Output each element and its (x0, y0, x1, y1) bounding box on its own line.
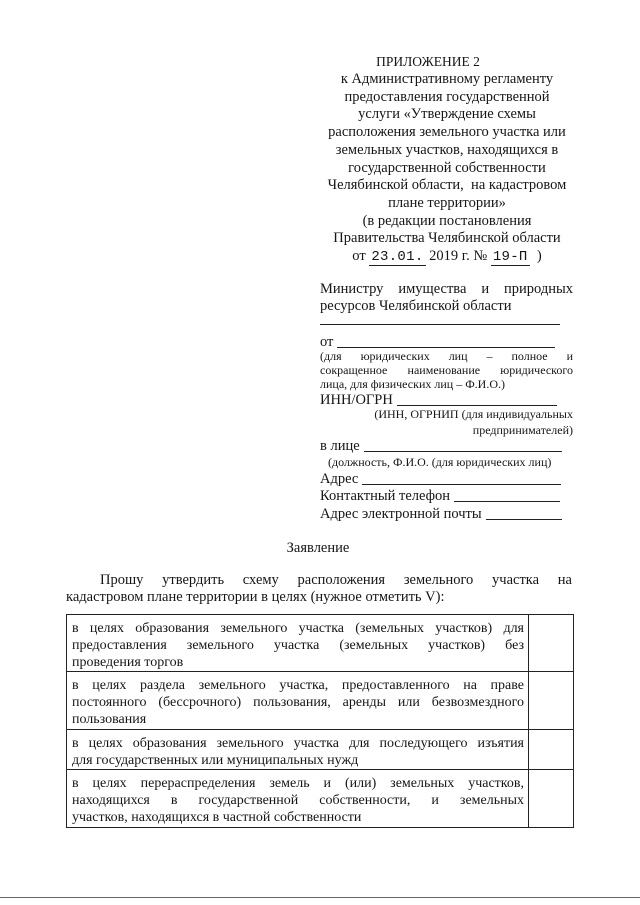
applicant-phone-field-line (454, 501, 560, 502)
statement-text-line: Прошу утвердить схему расположения земельного участка на (100, 572, 572, 588)
applicant-address-label: Адрес (320, 471, 359, 487)
purpose-row (67, 615, 574, 672)
purpose-line: постоянного (бессрочного) пользования, аренды или безвозмездного (72, 695, 524, 710)
purpose-line: находящихся в государственной собственности, и земельных (72, 793, 524, 808)
purpose-line: в целях образования земельного участка для последующего изъятия (72, 736, 524, 751)
appendix-line: Правительства Челябинской области (333, 230, 561, 247)
applicant-phone-row (320, 487, 560, 505)
purpose-text (67, 615, 529, 672)
applicant-from-hint: (для юридических лиц – полное и (320, 349, 573, 363)
purpose-line: участков, находящихся в частной собственности (72, 810, 362, 825)
applicant-email-row (320, 505, 562, 523)
purpose-line: в целях раздела земельного участка, предоставленного на праве (72, 678, 524, 693)
purpose-checkbox (529, 672, 574, 730)
statement-title: Заявление (286, 540, 350, 556)
purpose-text (67, 672, 529, 730)
scan-edge-line (0, 897, 640, 898)
purpose-text (67, 770, 529, 828)
purpose-line: в целях образования земельного участка (земельных участков) для (72, 621, 524, 636)
appendix-line: расположения земельного участка или (328, 124, 566, 141)
applicant-address-field-line (362, 484, 561, 485)
applicant-from-hint: сокращенное наименование юридического (320, 363, 573, 377)
applicant-rep-row (320, 437, 562, 455)
applicant-inn-field-line (397, 405, 557, 406)
purpose-line: для государственных или муниципальных нужд (72, 753, 359, 768)
purpose-line: в целях перераспределения земель и (или) земельных участков, (72, 776, 524, 791)
applicant-inn-hint: (ИНН, ОГРНИП (для индивидуальных (374, 407, 573, 421)
applicant-from-hint: лица, для физических лиц – Ф.И.О.) (320, 377, 506, 391)
purpose-row (67, 672, 574, 730)
appendix-line: государственной собственности (348, 159, 546, 176)
purpose-line: проведения торгов (72, 655, 184, 670)
appendix-title: ПРИЛОЖЕНИЕ 2 (376, 54, 480, 69)
applicant-from-label: от (320, 334, 334, 350)
approval-number: 19-П (492, 249, 528, 266)
applicant-email-label: Адрес электронной почты (320, 506, 482, 522)
appendix-line: Челябинской области, на кадастровом (327, 177, 567, 194)
appendix-line: предоставления государственной (344, 88, 550, 105)
appendix-line: к Административному регламенту (340, 71, 554, 87)
statement-text-line: кадастровом плане территории в целях (нужное отметить V): (66, 589, 445, 605)
applicant-rep-label: в лице (320, 438, 360, 454)
applicant-from-field-line (337, 347, 555, 348)
approval-prefix: от (352, 248, 366, 265)
addressee-line: ресурсов Челябинской области (320, 298, 512, 314)
applicant-address-row (320, 470, 561, 488)
applicant-email-field-line (486, 519, 562, 520)
purpose-table (66, 614, 574, 828)
applicant-inn-label: ИНН/ОГРН (320, 392, 393, 408)
appendix-header (320, 71, 574, 267)
appendix-line: плане территории» (388, 194, 506, 211)
purpose-line: предоставления земельного участка (земельных участков) без (72, 638, 524, 653)
approval-suffix: ) (536, 248, 542, 265)
applicant-rep-hint: (должность, Ф.И.О. (для юридических лиц) (328, 455, 552, 469)
approval-year-number-label: 2019 г. № (429, 248, 488, 265)
purpose-row (67, 730, 574, 770)
applicant-phone-label: Контактный телефон (320, 488, 451, 504)
appendix-line: услуги «Утверждение схемы (358, 106, 536, 123)
blank-line (320, 324, 560, 325)
purpose-line: пользования (72, 712, 147, 727)
approval-date: 23.01. (371, 249, 424, 266)
purpose-text (67, 730, 529, 770)
purpose-checkbox (529, 615, 574, 672)
approval-line (320, 248, 574, 267)
applicant-rep-field-line (364, 451, 562, 452)
purpose-checkbox (529, 770, 574, 828)
appendix-line: (в редакции постановления (362, 212, 532, 229)
applicant-inn-hint: предпринимателей) (472, 423, 573, 437)
purpose-row (67, 770, 574, 828)
appendix-line: земельных участков, находящихся в (335, 141, 559, 158)
purpose-checkbox (529, 730, 574, 770)
addressee-line: Министру имущества и природных (320, 281, 573, 297)
